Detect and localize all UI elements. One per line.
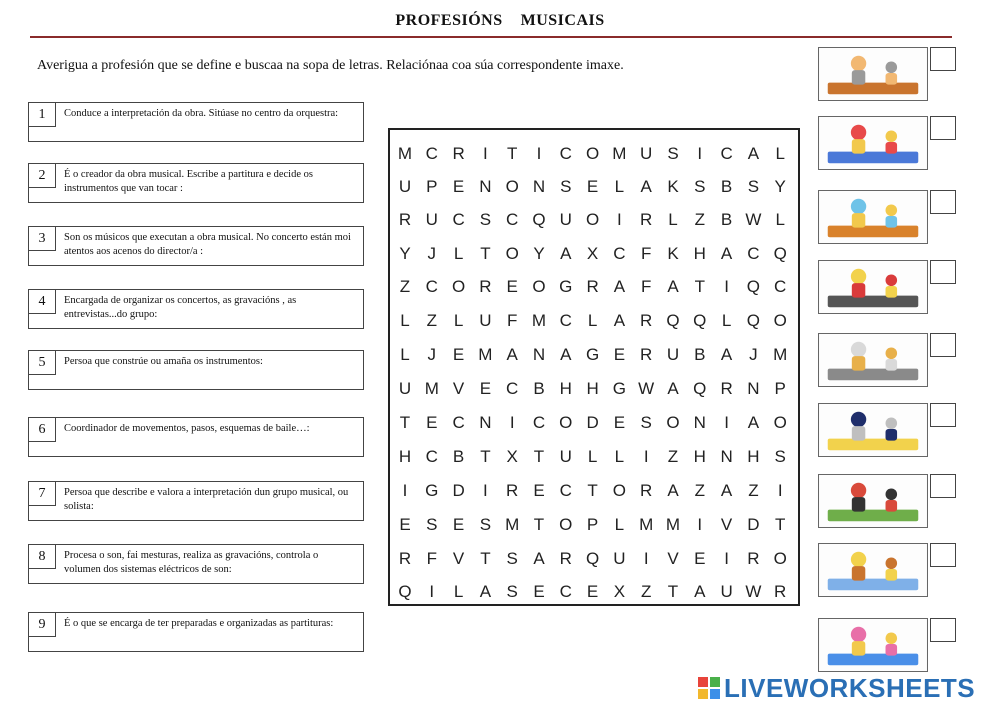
grid-letter[interactable]: E: [479, 379, 492, 398]
answer-input-box[interactable]: [930, 260, 956, 284]
grid-letter[interactable]: O: [505, 177, 519, 196]
grid-letter[interactable]: A: [533, 549, 545, 568]
grid-letter[interactable]: C: [452, 210, 465, 229]
grid-letter[interactable]: N: [532, 345, 546, 364]
grid-letter[interactable]: Z: [667, 447, 679, 466]
grid-letter[interactable]: B: [720, 210, 733, 229]
grid-letter[interactable]: C: [506, 379, 519, 398]
grid-letter[interactable]: C: [559, 481, 572, 500]
clue-text: Encargada de organizar os concertos, as gravacións , as entrevistas...do grupo:: [64, 295, 297, 320]
grid-letter[interactable]: T: [667, 582, 679, 601]
answer-input-box[interactable]: [930, 190, 956, 214]
grid-letter[interactable]: G: [425, 481, 439, 500]
grid-letter[interactable]: Z: [694, 210, 705, 229]
grid-letter[interactable]: C: [506, 210, 519, 229]
grid-letter[interactable]: D: [452, 481, 465, 500]
grid-letter[interactable]: I: [724, 413, 729, 432]
grid-letter[interactable]: R: [398, 210, 412, 229]
grid-letter[interactable]: O: [773, 549, 787, 568]
clue-number: 1: [29, 103, 56, 127]
grid-letter[interactable]: W: [638, 379, 655, 398]
grid-letter[interactable]: T: [694, 277, 705, 296]
grid-letter[interactable]: R: [640, 210, 653, 229]
grid-letter[interactable]: N: [479, 177, 492, 196]
clue-box-8: [28, 544, 364, 584]
grid-letter[interactable]: A: [720, 244, 733, 263]
grid-letter[interactable]: C: [720, 144, 733, 163]
answer-input-box[interactable]: [930, 543, 956, 567]
grid-letter[interactable]: D: [586, 413, 599, 432]
grid-letter[interactable]: S: [640, 413, 652, 432]
grid-letter[interactable]: R: [747, 549, 760, 568]
answer-input-box[interactable]: [930, 618, 956, 642]
grid-letter[interactable]: I: [724, 549, 729, 568]
grid-letter[interactable]: A: [747, 144, 760, 163]
grid-letter[interactable]: A: [613, 277, 626, 296]
illustration-icon: [819, 544, 927, 596]
grid-letter[interactable]: I: [509, 413, 515, 432]
grid-letter[interactable]: S: [506, 549, 518, 568]
grid-letter[interactable]: T: [480, 244, 491, 263]
clue-number: 3: [29, 227, 56, 251]
grid-letter[interactable]: C: [559, 582, 572, 601]
grid-letter[interactable]: A: [613, 311, 626, 330]
answer-input-box[interactable]: [930, 333, 956, 357]
grid-letter[interactable]: M: [773, 345, 788, 364]
logo-square-blue: [710, 689, 720, 699]
grid-letter[interactable]: S: [426, 515, 438, 534]
grid-letter[interactable]: C: [425, 277, 438, 296]
worksheet-title: PROFESIÓNS MUSICAIS: [395, 12, 605, 29]
illustration-icon: [819, 619, 927, 671]
grid-letter[interactable]: L: [721, 311, 732, 330]
grid-letter[interactable]: M: [397, 144, 413, 163]
grid-letter[interactable]: H: [398, 447, 412, 466]
grid-letter[interactable]: I: [483, 481, 488, 500]
grid-letter[interactable]: C: [452, 413, 465, 432]
grid-letter[interactable]: A: [506, 345, 518, 364]
answer-input-box[interactable]: [930, 474, 956, 498]
grid-letter[interactable]: B: [533, 379, 545, 398]
grid-letter[interactable]: H: [586, 379, 599, 398]
grid-letter[interactable]: Q: [532, 210, 546, 229]
clue-box-4: [28, 289, 364, 329]
illustration-icon: [819, 404, 927, 456]
grid-letter[interactable]: M: [505, 515, 520, 534]
grid-letter[interactable]: W: [745, 582, 762, 601]
grid-letter[interactable]: R: [640, 481, 653, 500]
grid-letter[interactable]: Q: [746, 311, 760, 330]
grid-letter[interactable]: N: [532, 177, 546, 196]
grid-letter[interactable]: A: [694, 582, 706, 601]
clue-text: Procesa o son, fai mesturas, realiza as gravacións, controla o volumen dos sistemas eléctricos de son:: [64, 550, 319, 575]
grid-letter[interactable]: Q: [773, 244, 787, 263]
grid-letter[interactable]: Z: [748, 481, 759, 500]
grid-letter[interactable]: P: [774, 379, 786, 398]
grid-letter[interactable]: F: [426, 549, 437, 568]
instructions-text: Averigua a profesión que se define e buscaa na sopa de letras. Relaciónaa coa súa correspondente imaxe.: [37, 58, 624, 73]
grid-letter[interactable]: C: [559, 311, 572, 330]
grid-letter[interactable]: A: [560, 244, 572, 263]
clue-text: É o creador da obra musical. Escribe a partitura e decide os instrumentos que van tocar :: [64, 169, 313, 194]
grid-letter[interactable]: S: [506, 582, 518, 601]
grid-letter[interactable]: S: [560, 177, 572, 196]
title-divider: [30, 36, 952, 38]
clue-number: 7: [29, 482, 56, 506]
grid-letter[interactable]: S: [774, 447, 786, 466]
grid-letter[interactable]: T: [533, 447, 545, 466]
grid-letter[interactable]: E: [452, 345, 465, 364]
grid-letter[interactable]: M: [639, 515, 654, 534]
grid-letter[interactable]: G: [559, 277, 573, 296]
grid-letter[interactable]: E: [452, 177, 465, 196]
grid-letter[interactable]: U: [666, 345, 680, 364]
clue-box-2: [28, 163, 364, 203]
grid-letter[interactable]: I: [483, 144, 488, 163]
grid-letter[interactable]: I: [643, 447, 649, 466]
grid-letter[interactable]: U: [720, 582, 733, 601]
grid-letter[interactable]: L: [453, 244, 464, 263]
clue-number: 6: [29, 418, 56, 442]
grid-letter[interactable]: O: [532, 277, 546, 296]
answer-input-box[interactable]: [930, 403, 956, 427]
clue-text: Persoa que describe e valora a interpretación dun grupo musical, ou solista:: [64, 487, 349, 512]
grid-letter[interactable]: L: [400, 311, 410, 330]
grid-letter[interactable]: C: [425, 447, 438, 466]
grid-letter[interactable]: N: [720, 447, 733, 466]
dancers-image: [818, 618, 928, 672]
grid-letter[interactable]: R: [720, 379, 733, 398]
grid-letter[interactable]: B: [720, 177, 733, 196]
grid-letter[interactable]: Z: [694, 481, 705, 500]
grid-letter[interactable]: A: [479, 582, 492, 601]
grid-letter[interactable]: E: [452, 515, 465, 534]
grid-letter[interactable]: J: [427, 345, 437, 364]
grid-letter[interactable]: N: [747, 379, 760, 398]
grid-letter[interactable]: E: [399, 515, 411, 534]
grid-letter[interactable]: M: [424, 379, 439, 398]
grid-letter[interactable]: S: [747, 177, 760, 196]
critic-image: [818, 474, 928, 528]
grid-letter[interactable]: A: [747, 413, 760, 432]
grid-letter[interactable]: H: [559, 379, 572, 398]
grid-letter[interactable]: C: [774, 277, 787, 296]
grid-letter[interactable]: E: [506, 277, 518, 296]
band-image: [818, 116, 928, 170]
grid-letter[interactable]: E: [613, 345, 626, 364]
grid-letter[interactable]: E: [533, 481, 545, 500]
grid-letter[interactable]: C: [747, 244, 760, 263]
clue-text: Conduce a interpretación da obra. Sitúase no centro da orquestra:: [64, 108, 339, 119]
grid-letter[interactable]: R: [640, 345, 653, 364]
grid-letter[interactable]: Y: [399, 244, 411, 263]
clue-text: Coordinador de movementos, pasos, esquemas de baile…:: [64, 423, 310, 434]
grid-letter[interactable]: U: [398, 379, 412, 398]
grid-letter[interactable]: A: [560, 345, 572, 364]
grid-letter[interactable]: S: [479, 515, 492, 534]
grid-letter[interactable]: M: [665, 515, 681, 534]
logo-text: LIVEWORKSHEETS: [724, 672, 976, 703]
grid-letter[interactable]: T: [774, 515, 786, 534]
grid-letter[interactable]: R: [559, 549, 572, 568]
illustration-icon: [819, 48, 927, 100]
clue-box-9: [28, 612, 364, 652]
grid-letter[interactable]: P: [426, 177, 438, 196]
grid-letter[interactable]: T: [480, 447, 491, 466]
word-search-grid: [388, 128, 800, 606]
grid-letter[interactable]: R: [452, 144, 465, 163]
grid-letter[interactable]: I: [697, 515, 703, 534]
grid-letter[interactable]: I: [724, 277, 729, 296]
grid-letter[interactable]: I: [402, 481, 408, 500]
illustration-icon: [819, 261, 927, 313]
grid-letter[interactable]: H: [693, 244, 706, 263]
grid-letter[interactable]: Q: [746, 277, 760, 296]
composer-image: [818, 47, 928, 101]
grid-letter[interactable]: W: [745, 210, 762, 229]
grid-letter[interactable]: E: [426, 413, 438, 432]
illustration-icon: [819, 334, 927, 386]
grid-letter[interactable]: O: [585, 144, 600, 163]
clue-text: É o que se encarga de ter preparadas e organizadas as partituras:: [64, 618, 334, 629]
grid-letter[interactable]: E: [533, 582, 545, 601]
clue-box-5: [28, 350, 364, 390]
grid-letter[interactable]: L: [400, 345, 410, 364]
grid-letter[interactable]: A: [640, 177, 652, 196]
grid-letter[interactable]: G: [585, 345, 600, 364]
grid-letter[interactable]: B: [694, 345, 706, 364]
grid-letter[interactable]: O: [585, 210, 600, 229]
grid-letter[interactable]: L: [775, 210, 785, 229]
grid-letter[interactable]: C: [613, 244, 626, 263]
grid-letter[interactable]: A: [720, 345, 733, 364]
liveworksheets-logo: [698, 672, 976, 703]
grid-letter[interactable]: T: [506, 144, 518, 163]
grid-letter[interactable]: V: [720, 515, 733, 534]
grid-letter[interactable]: X: [586, 244, 599, 263]
grid-letter[interactable]: M: [612, 144, 627, 163]
grid-letter[interactable]: C: [425, 144, 438, 163]
clue-number: 9: [29, 613, 56, 637]
grid-letter[interactable]: U: [425, 210, 438, 229]
grid-letter[interactable]: S: [667, 144, 679, 163]
grid-letter[interactable]: L: [453, 311, 464, 330]
violinist-image: [818, 190, 928, 244]
grid-letter[interactable]: E: [586, 582, 599, 601]
grid-letter[interactable]: Q: [693, 311, 707, 330]
grid-letter[interactable]: R: [586, 277, 599, 296]
grid-letter[interactable]: L: [614, 177, 625, 196]
grid-letter[interactable]: L: [587, 311, 598, 330]
sound-technician-image: [818, 260, 928, 314]
grid-letter[interactable]: Q: [666, 311, 680, 330]
grid-letter[interactable]: J: [427, 244, 437, 263]
logo-square-red: [698, 677, 708, 687]
grid-letter[interactable]: A: [720, 481, 733, 500]
grid-letter[interactable]: D: [747, 515, 760, 534]
grid-letter[interactable]: L: [453, 582, 464, 601]
grid-letter[interactable]: R: [398, 549, 412, 568]
grid-letter[interactable]: T: [533, 515, 545, 534]
answer-input-box[interactable]: [930, 116, 956, 140]
grid-letter[interactable]: I: [777, 481, 783, 500]
grid-letter[interactable]: X: [506, 447, 518, 466]
grid-letter[interactable]: R: [774, 582, 787, 601]
grid-letter[interactable]: U: [398, 177, 412, 196]
grid-letter[interactable]: H: [747, 447, 760, 466]
answer-input-box[interactable]: [930, 47, 956, 71]
grid-letter[interactable]: Z: [426, 311, 437, 330]
grid-letter[interactable]: C: [559, 144, 572, 163]
grid-letter[interactable]: I: [429, 582, 435, 601]
clue-box-7: [28, 481, 364, 521]
grid-letter[interactable]: M: [531, 311, 547, 330]
logo-squares-icon: [698, 677, 720, 699]
grid-letter[interactable]: O: [451, 277, 466, 296]
grid-letter[interactable]: I: [643, 549, 649, 568]
grid-letter[interactable]: E: [613, 413, 626, 432]
grid-letter[interactable]: T: [587, 481, 598, 500]
clue-number: 2: [29, 164, 56, 188]
grid-letter[interactable]: B: [452, 447, 465, 466]
grid-letter[interactable]: R: [640, 311, 653, 330]
grid-letter[interactable]: V: [452, 549, 465, 568]
grid-letter[interactable]: E: [586, 177, 599, 196]
grid-letter[interactable]: L: [614, 515, 625, 534]
grid-letter[interactable]: O: [666, 413, 680, 432]
clue-number: 5: [29, 351, 56, 375]
grid-letter[interactable]: C: [532, 413, 546, 432]
grid-letter[interactable]: X: [613, 582, 626, 601]
clue-text: Persoa que constrúe ou amaña os instrumentos:: [64, 356, 263, 367]
logo-square-yellow: [698, 689, 708, 699]
grid-letter[interactable]: V: [452, 379, 465, 398]
grid-letter[interactable]: S: [694, 177, 706, 196]
grid-letter[interactable]: F: [640, 277, 652, 296]
clue-text: Son os músicos que executan a obra musical. No concerto están moi atentos aos acenos do director/a :: [64, 232, 351, 257]
clue-box-6: [28, 417, 364, 457]
grid-letter[interactable]: O: [612, 481, 626, 500]
grid-letter[interactable]: N: [479, 413, 492, 432]
grid-letter[interactable]: O: [559, 413, 573, 432]
grid-letter[interactable]: M: [478, 345, 493, 364]
conductor-image: [818, 403, 928, 457]
clue-box-1: [28, 102, 364, 142]
grid-letter[interactable]: Q: [398, 582, 412, 601]
grid-letter[interactable]: G: [612, 379, 626, 398]
grid-letter[interactable]: L: [668, 210, 678, 229]
grid-letter[interactable]: J: [749, 345, 758, 364]
grid-letter[interactable]: N: [693, 413, 706, 432]
illustration-icon: [819, 117, 927, 169]
grid-letter[interactable]: U: [479, 311, 492, 330]
grid-letter[interactable]: T: [480, 549, 491, 568]
grid-letter[interactable]: U: [559, 447, 572, 466]
grid-letter[interactable]: V: [667, 549, 679, 568]
grid-letter[interactable]: Z: [640, 582, 652, 601]
grid-letter[interactable]: H: [693, 447, 706, 466]
grid-letter[interactable]: K: [667, 244, 679, 263]
grid-letter[interactable]: L: [775, 144, 785, 163]
grid-letter[interactable]: P: [586, 515, 599, 534]
instrument-maker-image: [818, 333, 928, 387]
grid-letter[interactable]: I: [617, 210, 622, 229]
grid-letter[interactable]: Y: [533, 244, 545, 263]
clue-box-3: [28, 226, 364, 266]
clue-number: 4: [29, 290, 56, 314]
illustration-icon: [819, 475, 927, 527]
grid-letter[interactable]: F: [640, 244, 652, 263]
grid-letter[interactable]: L: [614, 447, 625, 466]
grid-letter[interactable]: O: [505, 244, 519, 263]
grid-letter[interactable]: I: [536, 144, 542, 163]
music-librarian-image: [818, 543, 928, 597]
grid-letter[interactable]: O: [773, 413, 787, 432]
grid-letter[interactable]: R: [479, 277, 492, 296]
grid-letter[interactable]: S: [479, 210, 492, 229]
grid-letter[interactable]: U: [613, 549, 626, 568]
grid-letter[interactable]: E: [694, 549, 706, 568]
grid-letter[interactable]: U: [640, 144, 653, 163]
grid-letter[interactable]: R: [506, 481, 519, 500]
grid-letter[interactable]: K: [667, 177, 679, 196]
grid-letter[interactable]: U: [559, 210, 572, 229]
grid-letter[interactable]: Q: [693, 379, 707, 398]
grid-letter[interactable]: O: [773, 311, 787, 330]
logo-square-green: [710, 677, 720, 687]
grid-letter[interactable]: O: [559, 515, 573, 534]
grid-letter[interactable]: A: [667, 481, 679, 500]
clue-number: 8: [29, 545, 56, 569]
grid-letter[interactable]: I: [697, 144, 703, 163]
grid-letter[interactable]: L: [587, 447, 598, 466]
grid-letter[interactable]: F: [506, 311, 518, 330]
grid-letter[interactable]: Z: [399, 277, 411, 296]
grid-letter[interactable]: A: [667, 277, 679, 296]
grid-letter[interactable]: Y: [774, 177, 786, 196]
illustration-icon: [819, 191, 927, 243]
grid-letter[interactable]: T: [399, 413, 411, 432]
grid-letter[interactable]: Q: [585, 549, 600, 568]
grid-letter[interactable]: A: [667, 379, 679, 398]
